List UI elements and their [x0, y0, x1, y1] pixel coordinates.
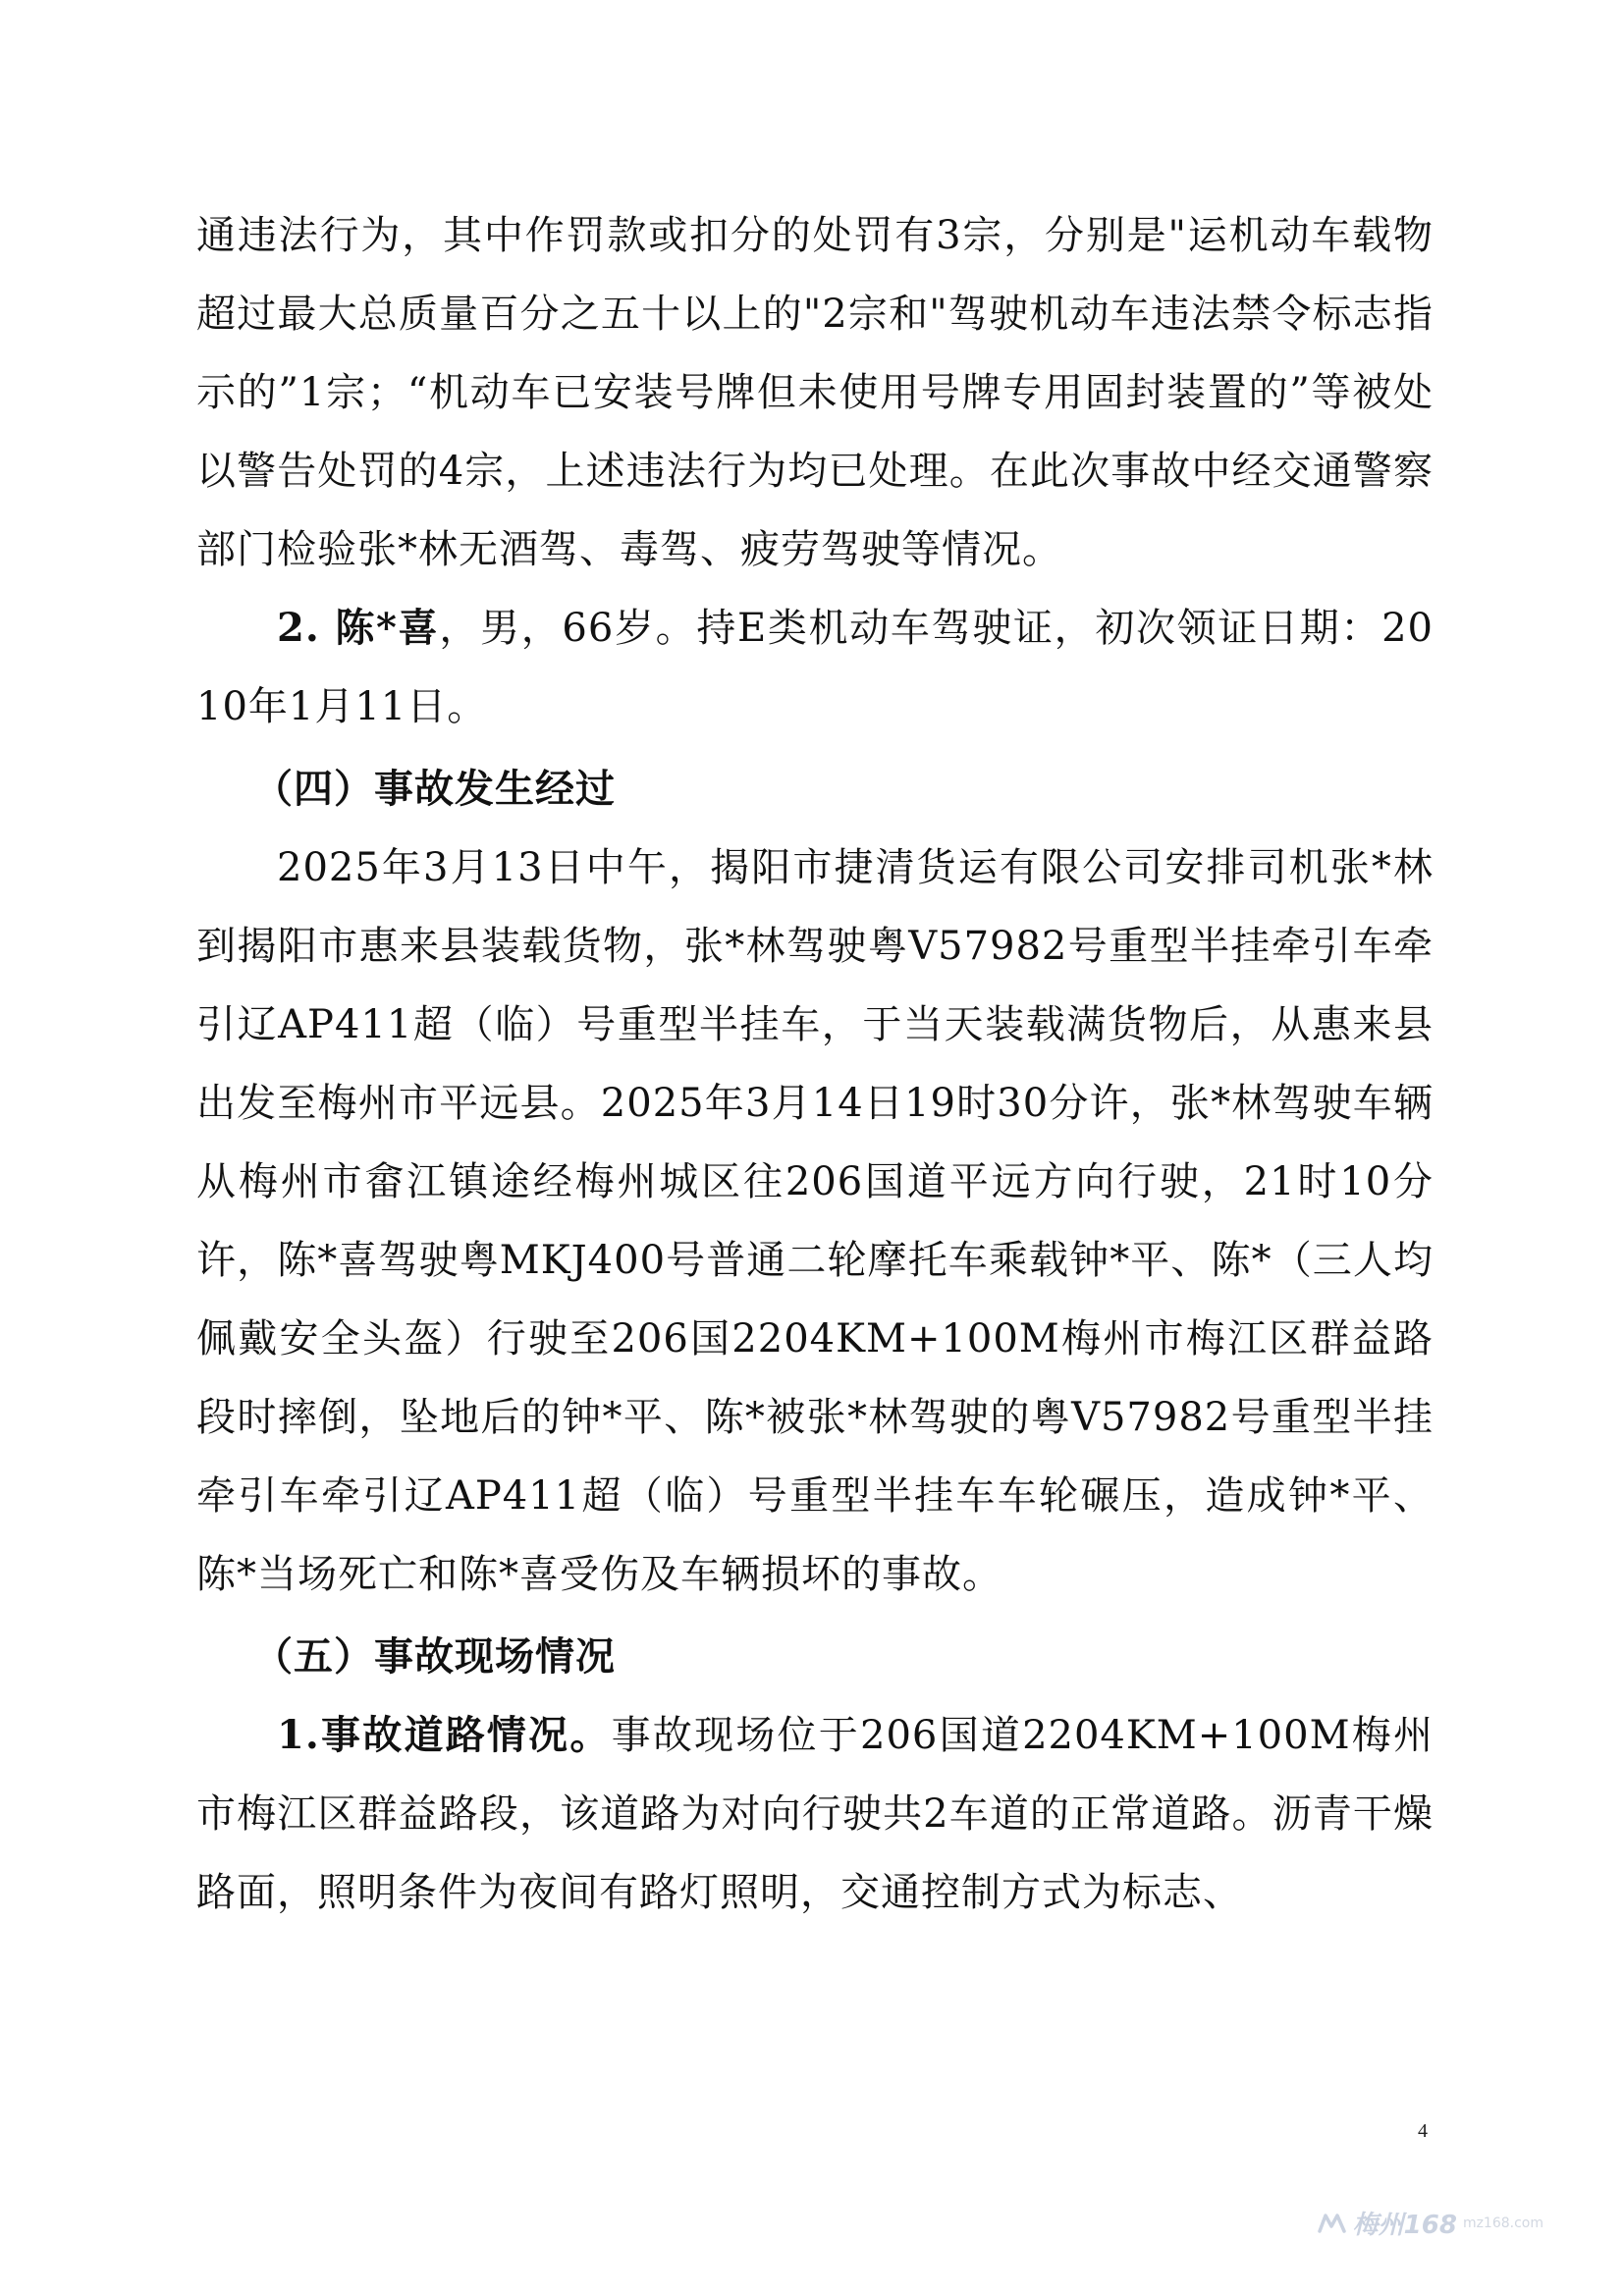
road-conditions-title: 1.事故道路情况。: [277, 1712, 612, 1758]
watermark-domain: mz168.com: [1462, 2215, 1543, 2231]
watermark: [1318, 2205, 1543, 2241]
section-heading-accident-process: （四）事故发生经过: [253, 766, 616, 812]
page-number: 4: [1418, 2120, 1428, 2142]
document-body: [196, 196, 1434, 1932]
watermark-text: 梅州168: [1352, 2211, 1457, 2240]
mz168-logo-icon: [1318, 2213, 1347, 2234]
paragraph-accident-process: 2025年3月13日中午，揭阳市捷清货运有限公司安排司机张*林到揭阳市惠来县装载货物，张*林驾驶粤V57982号重型半挂牵引车牵引辽AP411超（临）号重型半挂车，于当天装载满货物后，从惠来县出发至梅州市平远县。2025年3月14日19时30分许，张*林驾驶车辆从梅州市畲江镇途经梅州城区往206国道平远方向行驶，21时10分许，陈*喜驾驶粤MKJ400号普通二轮摩托车乘载钟*平、陈*（三人均佩戴安全头盔）行驶至206国2204KM+100M梅州市梅江区群益路段时摔倒，坠地后的钟*平、陈*被张*林驾驶的粤V57982号重型半挂牵引车牵引辽AP411超（临）号重型半挂车车轮碾压，造成钟*平、陈*当场死亡和陈*喜受伤及车辆损坏的事故。: [196, 845, 1434, 1597]
road-conditions-text: 事故现场位于206国道2204KM+100M梅州市梅江区群益路段，该道路为对向行驶共2车道的正常道路。沥青干燥路面，照明条件为夜间有路灯照明，交通控制方式为标志、: [196, 1713, 1434, 1915]
section-heading-scene: （五）事故现场情况: [253, 1633, 616, 1680]
paragraph-person-2: [196, 589, 1434, 746]
paragraph-violations: 通违法行为，其中作罚款或扣分的处罚有3宗，分别是"运机动车载物超过最大总质量百分之五十以上的"2宗和"驾驶机动车违法禁令标志指示的”1宗；“机动车已安装号牌但未使用号牌专用固封装置的”等被处以警告处罚的4宗，上述违法行为均已处理。在此次事故中经交通警察部门检验张*林无酒驾、毒驾、疲劳驾驶等情况。: [196, 213, 1434, 572]
paragraph-road-conditions: [196, 1696, 1434, 1932]
person-2-name: 2. 陈*喜: [277, 605, 440, 651]
person-2-details: ，男，66岁。持E类机动车驾驶证，初次领证日期：2010年1月11日。: [196, 606, 1434, 729]
